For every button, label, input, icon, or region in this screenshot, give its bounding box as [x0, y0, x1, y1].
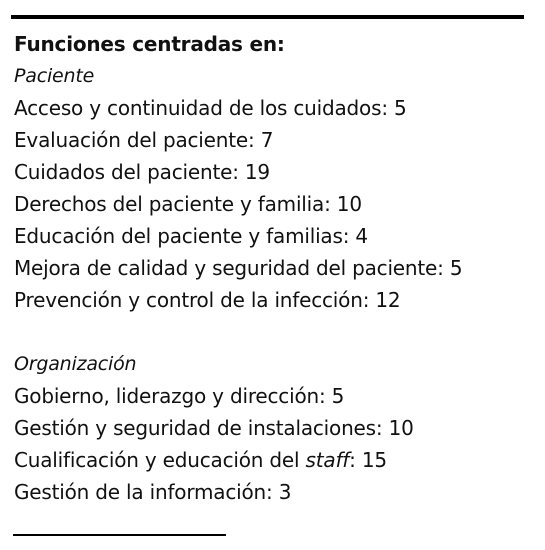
top-rule: [11, 15, 524, 19]
list-item: Mejora de calidad y seguridad del paciente: 5: [14, 256, 463, 280]
item-count: 19: [244, 160, 270, 184]
item-label: Prevención y control de la infección: [14, 288, 363, 312]
item-count: 5: [331, 384, 345, 408]
item-label: Gobierno, liderazgo y dirección: [14, 384, 319, 408]
item-count: 12: [375, 288, 401, 312]
item-label: Derechos del paciente y familia: [14, 192, 325, 216]
item-label: Gestión de la información: [14, 480, 267, 504]
section-spacer: [14, 316, 534, 348]
section-paciente: [14, 60, 534, 316]
item-count: 3: [278, 480, 292, 504]
item-count: 15: [361, 448, 387, 472]
item-count: 5: [449, 256, 463, 280]
item-count: 4: [355, 224, 368, 248]
box-heading: Funciones centradas en:: [14, 32, 285, 56]
item-label-emphasis: staff: [305, 448, 350, 472]
item-count: 10: [388, 416, 414, 440]
item-count: 10: [336, 192, 362, 216]
list-item: Cuidados del paciente: 19: [14, 160, 270, 184]
section-title: Organización: [14, 353, 137, 375]
list-item: Acceso y continuidad de los cuidados: 5: [14, 96, 407, 120]
list-item: Derechos del paciente y familia: 10: [14, 192, 362, 216]
bottom-rule: [13, 534, 226, 536]
item-label: Evaluación del paciente: [14, 128, 248, 152]
item-label: Educación del paciente y familias: [14, 224, 343, 248]
item-label: Cualificación y educación del: [14, 448, 306, 472]
item-count: 5: [394, 96, 407, 120]
list-item: Gestión de la información: 3: [14, 480, 292, 504]
list-item: Gestión y seguridad de instalaciones: 10: [14, 416, 414, 440]
list-item: Prevención y control de la infección: 12: [14, 288, 401, 312]
item-label: Gestión y seguridad de instalaciones: [14, 416, 376, 440]
functions-box: [14, 28, 534, 508]
section-title: Paciente: [14, 65, 95, 87]
list-item: Gobierno, liderazgo y dirección: 5: [14, 384, 345, 408]
list-item: Cualificación y educación del staff: 15: [14, 448, 387, 472]
item-count: 7: [260, 128, 274, 152]
item-label: Mejora de calidad y seguridad del paciente: [14, 256, 438, 280]
item-label: Cuidados del paciente: [14, 160, 233, 184]
list-item: Educación del paciente y familias: 4: [14, 224, 368, 248]
section-organizacion: [14, 348, 534, 508]
item-label: Acceso y continuidad de los cuidados: [14, 96, 382, 120]
list-item: Evaluación del paciente: 7: [14, 128, 274, 152]
